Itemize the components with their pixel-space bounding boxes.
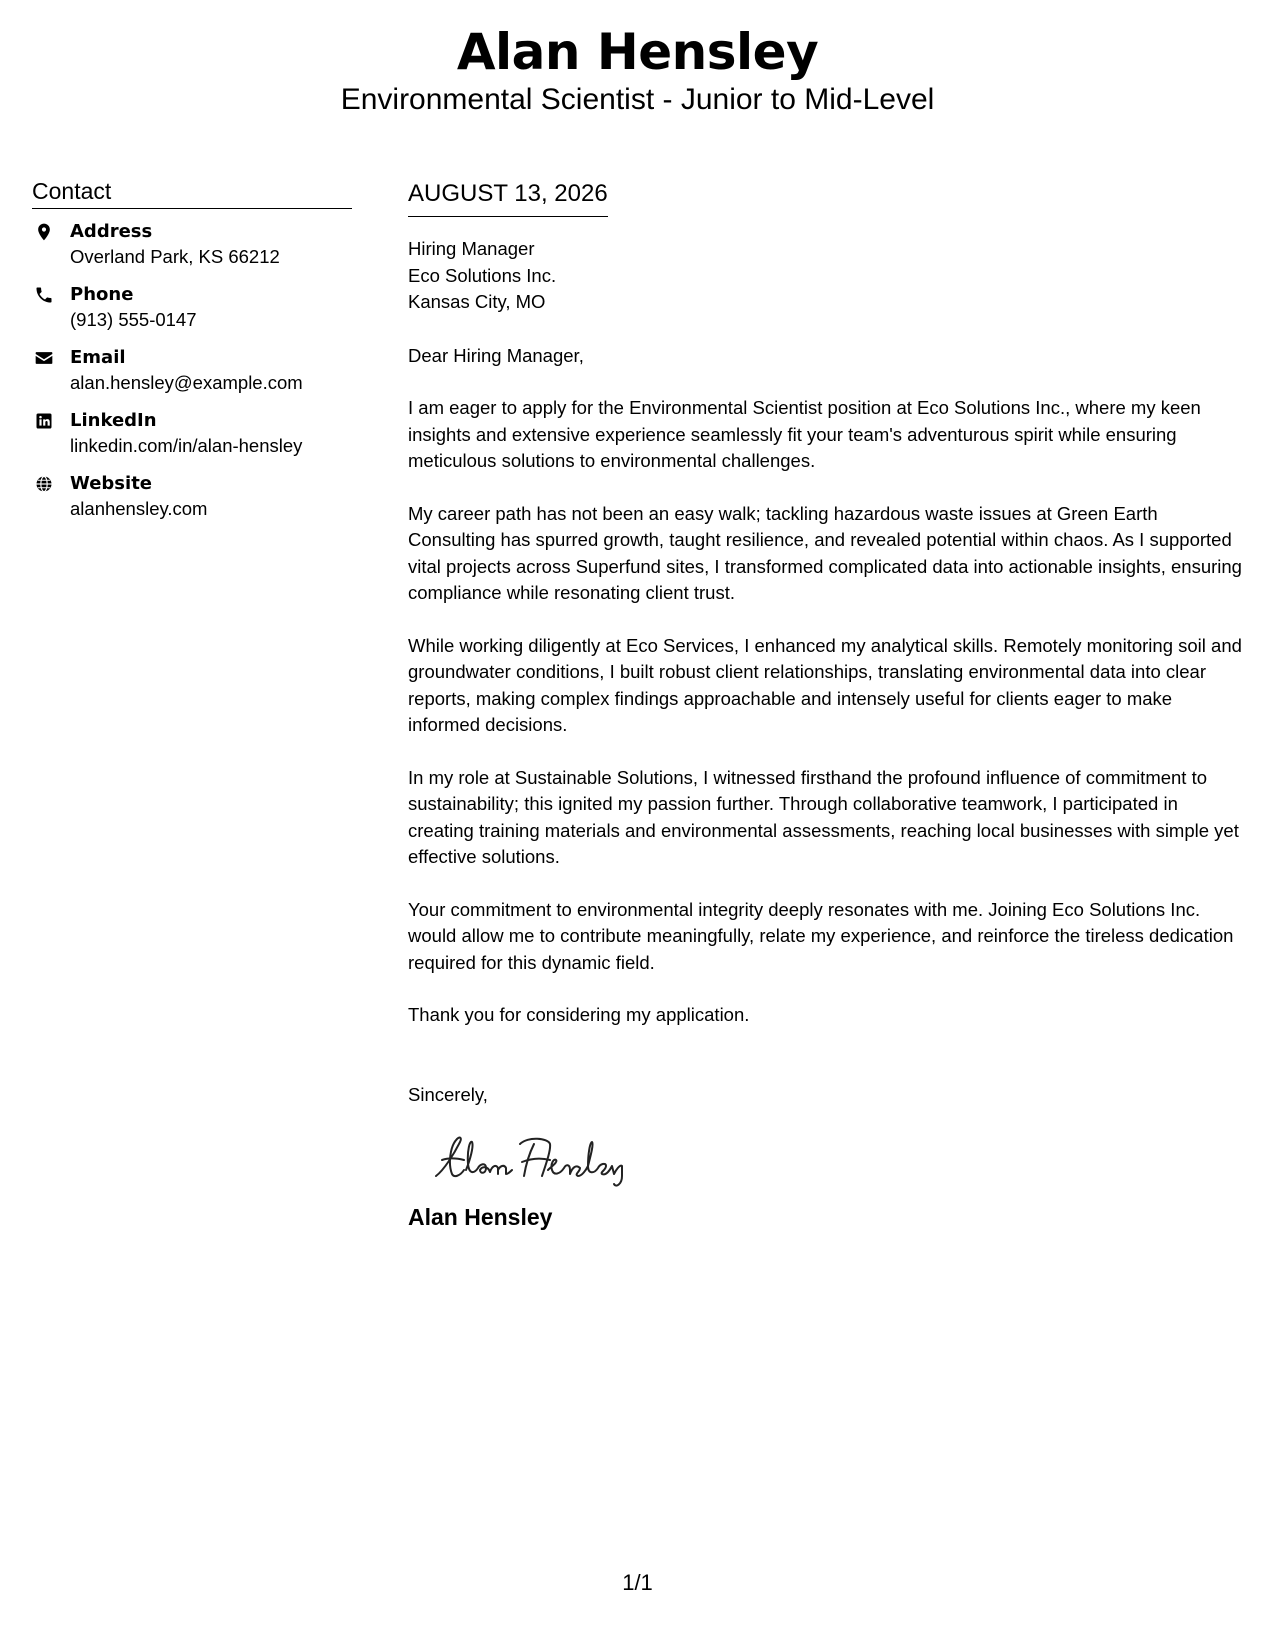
job-title: Environmental Scientist - Junior to Mid-Level [340,83,935,116]
recipient-line: Eco Solutions Inc. [408,264,557,286]
body-paragraph: Your commitment to environmental integrity deeply resonates with me. Joining Eco Solutions Inc. would allow me to contribute meaningfully, relate my experience, and reinforce the tireless dedication required for this dynamic field. [408,898,1234,973]
salutation: Dear Hiring Manager, [408,344,584,366]
recipient-line: Hiring Manager [408,238,535,259]
contact-value: alan.hensley@example.com [70,372,303,393]
contact-value: linkedin.com/in/alan-hensley [70,435,303,456]
contact-label: Address [70,221,153,242]
contact-value: alanhensley.com [70,498,208,519]
globe-icon [34,474,54,494]
applicant-name: Alan Hensley [456,23,819,81]
contact-item-linkedin [32,408,352,471]
contact-value: (913) 555-0147 [70,309,197,330]
body-paragraph: My career path has not been an easy walk; tackling hazardous waste issues at Green Earth Consulting has spurred growth, taught resilience, and revealed potential within chaos. As I supported vital projects across Superfund sites, I transformed complicated data into actionable insights, ensuring compliance while resonating client trust. [408,502,1242,603]
letter-date: AUGUST 13, 2026 [408,178,608,217]
contact-label: Email [70,347,126,368]
contact-sidebar [32,176,352,534]
handwritten-signature [430,1130,670,1190]
contact-list [32,219,352,534]
letter-header [0,20,1275,118]
contact-label: Phone [70,284,134,305]
map-pin-icon [34,222,54,242]
body-paragraph: While working diligently at Eco Services, I enhanced my analytical skills. Remotely monitoring soil and groundwater conditions, I built robust client relationships, translating environmental data into clear reports, making complex findings approachable and intensely useful for clients eager to make informed decisions. [408,634,1242,735]
contact-item-email [32,345,352,408]
letter-body [408,178,1248,1232]
contact-heading: Contact [32,176,352,209]
contact-label: Website [70,473,153,494]
body-paragraph: Thank you for considering my application. [408,1004,750,1025]
contact-value: Overland Park, KS 66212 [70,246,280,267]
recipient-block [408,236,1248,316]
envelope-icon [34,348,54,368]
contact-item-phone [32,282,352,345]
body-paragraph: I am eager to apply for the Environmental Scientist position at Eco Solutions Inc., where my keen insights and extensive experience seamlessly fit your team's adventurous spirit while ensuring meticulous solutions to environmental challenges. [408,397,1201,471]
signed-name: Alan Hensley [408,1204,553,1230]
closing: Sincerely, [408,1083,488,1105]
contact-item-website [32,471,352,534]
contact-item-address [32,219,352,282]
page-number: 1/1 [622,1570,653,1595]
linkedin-icon [34,411,54,431]
recipient-line: Kansas City, MO [408,291,546,312]
body-paragraph: In my role at Sustainable Solutions, I witnessed firsthand the profound influence of commitment to sustainability; this ignited my passion further. Through collaborative teamwork, I participated in creating training materials and environmental assessments, reaching local businesses with simple yet effective solutions. [408,766,1239,867]
phone-icon [34,285,54,305]
contact-label: LinkedIn [70,410,157,431]
